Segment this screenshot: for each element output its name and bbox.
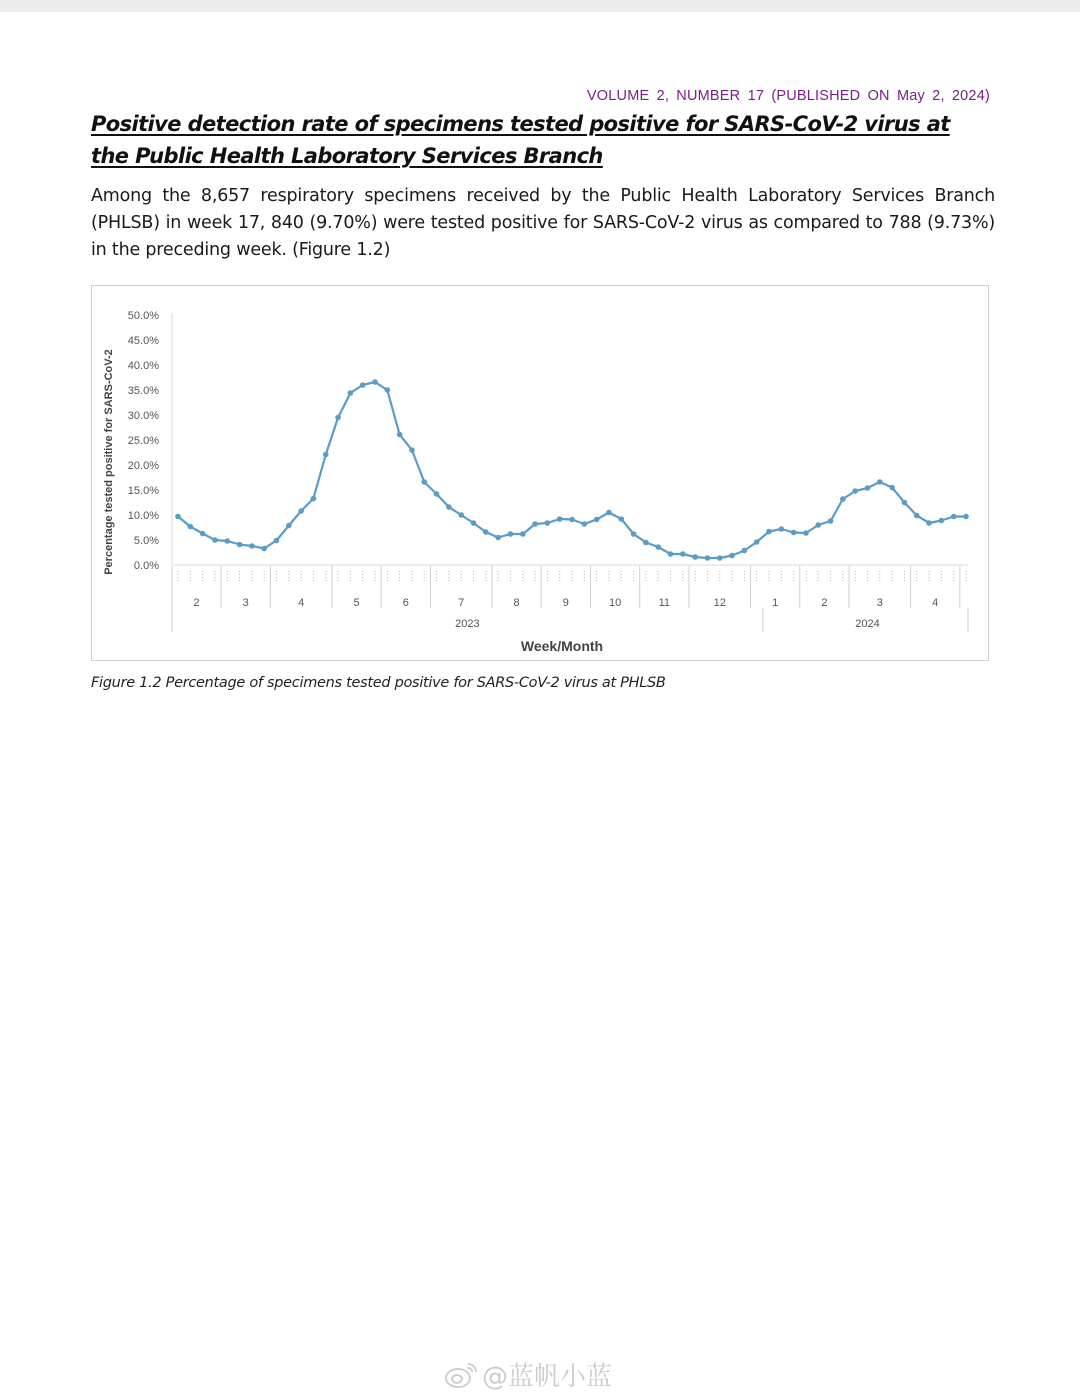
month-label: 7 (458, 597, 465, 609)
month-label: 10 (608, 597, 622, 609)
data-point (889, 485, 895, 491)
data-point (397, 432, 403, 438)
data-point (508, 531, 514, 537)
y-tick-label: 45.0% (127, 335, 159, 347)
data-point (951, 514, 957, 520)
positivity-line-chart (92, 286, 988, 660)
year-label: 2024 (855, 618, 880, 630)
section-heading (91, 108, 991, 172)
series-line (178, 382, 966, 558)
data-point (348, 390, 354, 396)
data-point (224, 538, 230, 544)
data-point (582, 521, 588, 527)
data-point (692, 554, 698, 560)
month-label: 12 (713, 597, 726, 609)
data-point (409, 447, 415, 453)
month-label: 2 (821, 597, 828, 609)
data-point (705, 555, 711, 561)
data-point (631, 531, 637, 537)
data-point (360, 382, 366, 388)
data-point (877, 479, 883, 485)
data-point (175, 514, 181, 520)
data-point (495, 535, 501, 541)
data-point (766, 529, 772, 535)
data-point (840, 496, 846, 502)
data-point (421, 479, 427, 485)
data-point (852, 488, 858, 494)
y-tick-label: 40.0% (127, 360, 159, 372)
data-point (643, 540, 649, 546)
y-tick-label: 5.0% (133, 535, 159, 547)
data-point (606, 510, 612, 516)
top-strip (0, 0, 1080, 12)
data-point (311, 496, 317, 502)
data-point (594, 517, 600, 523)
data-point (385, 387, 391, 393)
data-point (237, 542, 243, 548)
data-point (865, 485, 871, 491)
month-label: 6 (402, 597, 409, 609)
data-point (261, 546, 267, 552)
volume-header: VOLUME 2, NUMBER 17 (PUBLISHED ON May 2, 2024) (586, 88, 990, 104)
data-point (483, 529, 489, 535)
month-label: 1 (772, 597, 779, 609)
y-tick-label: 15.0% (127, 485, 159, 497)
month-label: 5 (353, 597, 360, 609)
body-paragraph: Among the 8,657 respiratory specimens received by the Public Health Laboratory Services Branch (PHLSB) in week 17, 840 (9.70%) were tested positive for SARS-CoV-2 virus as compared to 788 (9.73%) in the preceding week. (Figure 1.2) (91, 186, 995, 260)
data-point (668, 551, 674, 557)
data-point (323, 452, 329, 458)
data-point (372, 379, 378, 385)
month-label: 4 (298, 597, 305, 609)
figure-caption: Figure 1.2 Percentage of specimens tested positive for SARS-CoV-2 virus at PHLSB (91, 675, 666, 691)
month-label: 8 (513, 597, 520, 609)
data-point (188, 524, 194, 530)
y-tick-label: 50.0% (127, 310, 159, 322)
data-point (680, 551, 686, 557)
month-label: 4 (932, 597, 939, 609)
data-point (471, 520, 477, 526)
month-label: 11 (658, 597, 671, 609)
y-tick-label: 20.0% (127, 460, 159, 472)
section-heading-text: Positive detection rate of specimens tested positive for SARS-CoV-2 virus at the Public Health Laboratory Services Branch (91, 112, 950, 168)
data-point (286, 523, 292, 529)
data-point (963, 514, 969, 520)
data-point (249, 543, 255, 549)
data-point (335, 415, 341, 421)
watermark (444, 1356, 612, 1393)
y-tick-label: 35.0% (127, 385, 159, 397)
data-point (618, 516, 624, 522)
data-point (655, 544, 661, 550)
data-point (902, 500, 908, 506)
data-point (939, 518, 945, 524)
y-tick-label: 0.0% (133, 560, 159, 572)
data-point (729, 553, 735, 559)
data-point (914, 513, 920, 519)
x-axis-title: Week/Month (520, 638, 604, 654)
data-point (212, 537, 218, 543)
month-label: 3 (242, 597, 249, 609)
y-axis-title: Percentage tested positive for SARS-CoV-2 (103, 349, 115, 575)
data-point (446, 504, 452, 510)
data-point (298, 508, 304, 514)
data-point (742, 548, 748, 554)
data-point (434, 491, 440, 497)
y-tick-label: 30.0% (127, 410, 159, 422)
data-point (520, 531, 526, 537)
figure-frame (91, 285, 989, 661)
data-point (557, 516, 563, 522)
data-point (569, 517, 575, 523)
month-label: 9 (562, 597, 569, 609)
watermark-text: @蓝帆小蓝 (482, 1362, 613, 1392)
data-point (274, 538, 280, 544)
data-point (815, 522, 821, 528)
weibo-icon (444, 1360, 478, 1390)
data-point (754, 539, 760, 545)
data-point (803, 530, 809, 536)
year-label: 2023 (455, 618, 480, 630)
data-point (532, 521, 538, 527)
data-point (200, 531, 206, 537)
data-point (828, 518, 834, 524)
data-point (926, 520, 932, 526)
data-point (779, 526, 785, 532)
data-point (458, 512, 464, 518)
y-tick-label: 10.0% (127, 510, 159, 522)
y-tick-label: 25.0% (127, 435, 159, 447)
data-point (545, 520, 551, 526)
month-label: 2 (193, 597, 200, 609)
month-label: 3 (876, 597, 883, 609)
data-point (717, 555, 723, 561)
data-point (791, 530, 797, 536)
